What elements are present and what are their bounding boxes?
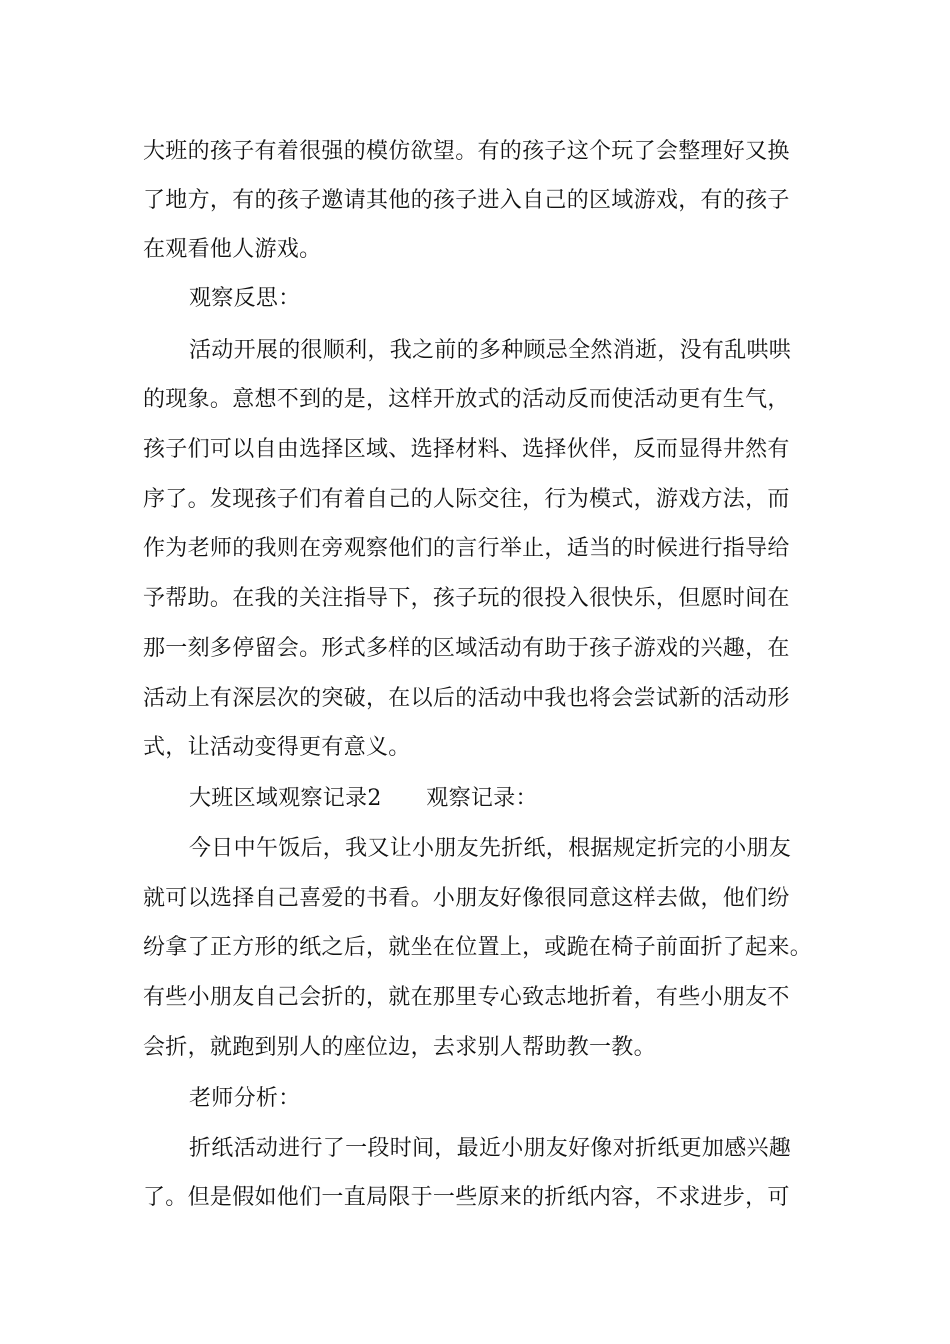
section-heading: 老师分析： — [189, 1086, 301, 1111]
paragraph-line: 活动上有深层次的突破，在以后的活动中我也将会尝试新的活动形 — [143, 686, 790, 711]
paragraph-line: 的现象。意想不到的是，这样开放式的活动反而使活动更有生气， — [143, 387, 790, 412]
paragraph-line: 在观看他人游戏。 — [143, 237, 322, 262]
paragraph-line: 会折，就跑到别人的座位边，去求别人帮助教一教。 — [143, 1035, 656, 1060]
paragraph-line: 了地方，有的孩子邀请其他的孩子进入自己的区域游戏，有的孩子 — [143, 188, 790, 213]
paragraph-line: 了。但是假如他们一直局限于一些原来的折纸内容，不求进步，可 — [143, 1185, 790, 1210]
paragraph-line: 作为老师的我则在旁观察他们的言行举止，适当的时候进行指导给 — [143, 536, 790, 561]
paragraph-line: 纷拿了正方形的纸之后，就坐在位置上，或跪在椅子前面折了起来。 — [143, 935, 813, 960]
paragraph-line: 折纸活动进行了一段时间，最近小朋友好像对折纸更加感兴趣 — [189, 1136, 792, 1161]
paragraph-line: 予帮助。在我的关注指导下，孩子玩的很投入很快乐，但愿时间在 — [143, 586, 790, 611]
paragraph-line: 活动开展的很顺利，我之前的多种顾忌全然消逝，没有乱哄哄 — [189, 338, 792, 363]
paragraph-line: 序了。发现孩子们有着自己的人际交往，行为模式，游戏方法，而 — [143, 487, 790, 512]
paragraph-line: 就可以选择自己喜爱的书看。小朋友好像很同意这样去做，他们纷 — [143, 886, 790, 911]
paragraph-line: 今日中午饭后，我又让小朋友先折纸，根据规定折完的小朋友 — [189, 836, 792, 861]
paragraph-line: 孩子们可以自由选择区域、选择材料、选择伙伴，反而显得井然有 — [143, 437, 790, 462]
section-heading: 观察反思： — [189, 286, 301, 311]
paragraph-line: 有些小朋友自己会折的，就在那里专心致志地折着，有些小朋友不 — [143, 985, 790, 1010]
paragraph-line: 那一刻多停留会。形式多样的区域活动有助于孩子游戏的兴趣，在 — [143, 636, 790, 661]
paragraph-line: 大班的孩子有着很强的模仿欲望。有的孩子这个玩了会整理好又换 — [143, 139, 790, 164]
paragraph-line: 式，让活动变得更有意义。 — [143, 735, 411, 760]
section-heading: 大班区域观察记录2 观察记录： — [189, 786, 538, 811]
